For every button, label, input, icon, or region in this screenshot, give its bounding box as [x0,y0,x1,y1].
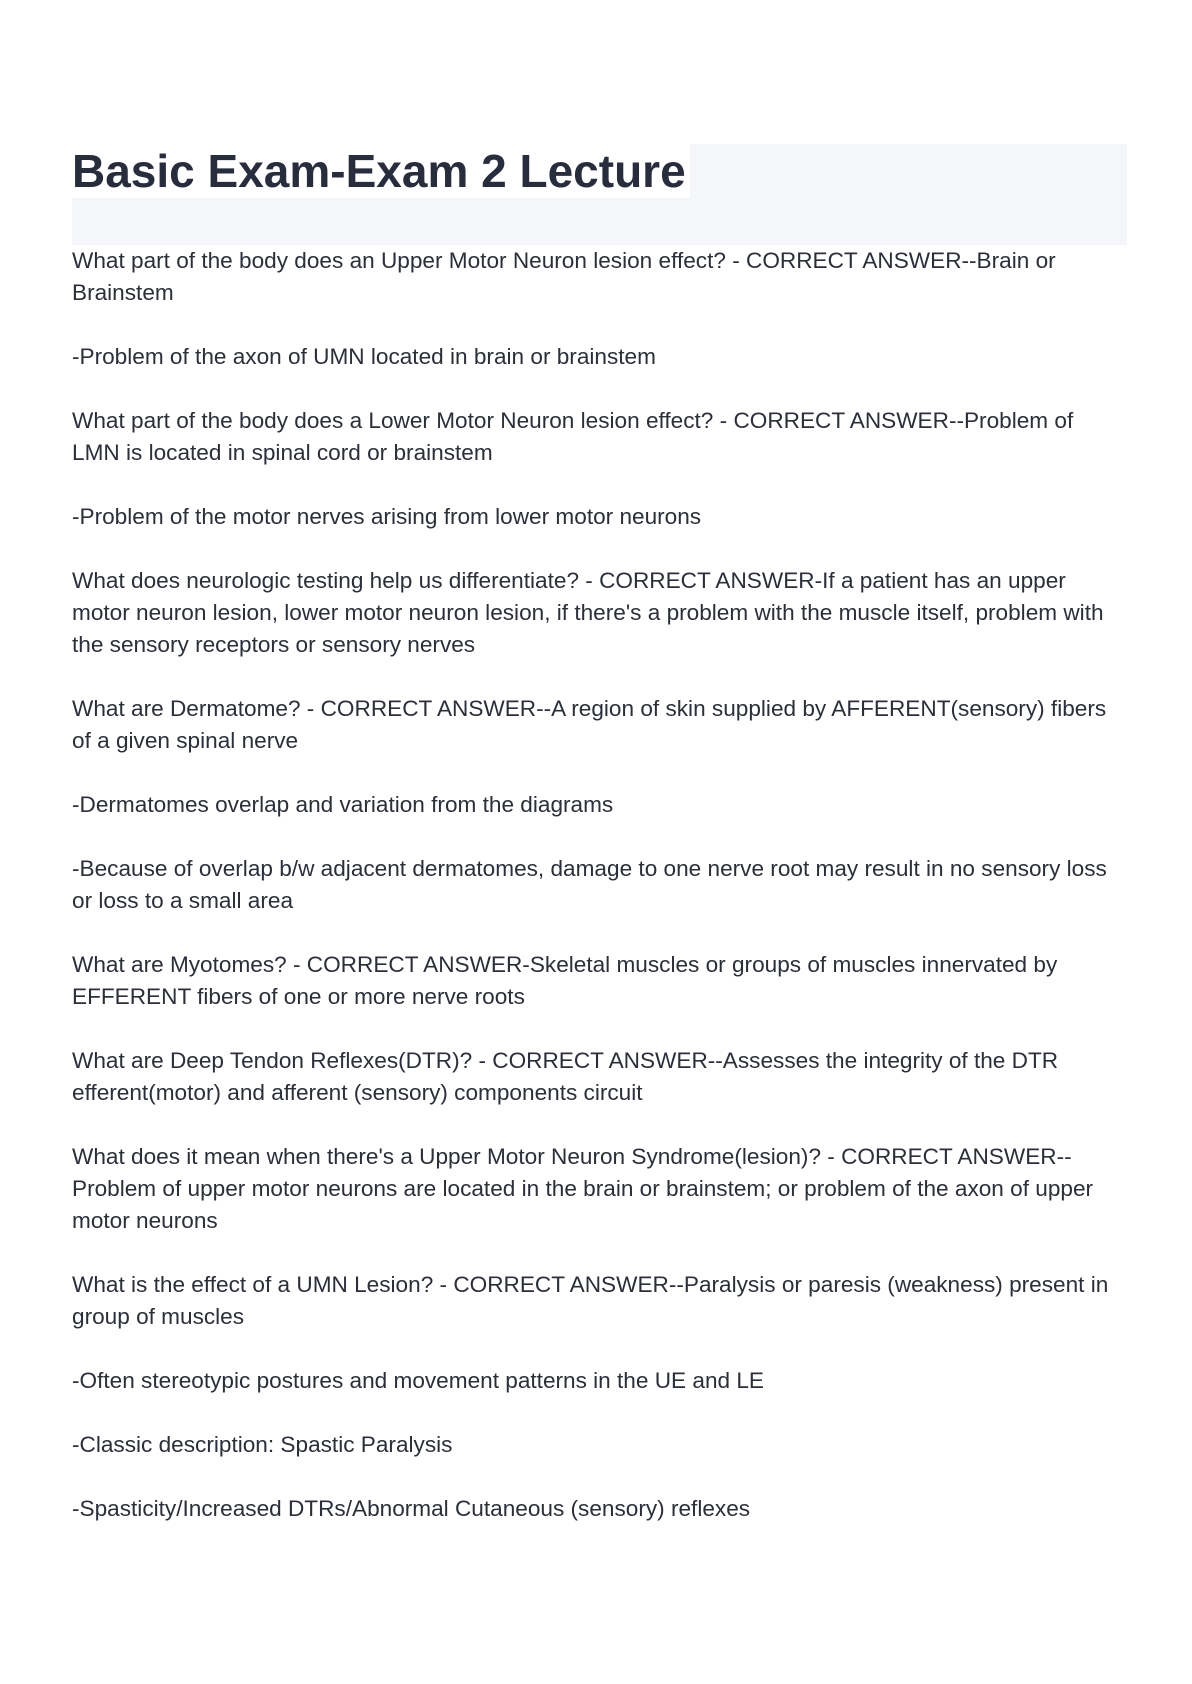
paragraph-spasticity-reflexes: -Spasticity/Increased DTRs/Abnormal Cutaneous (sensory) reflexes [72,1496,751,1521]
document-page [72,144,1127,1557]
document-title: Basic Exam-Exam 2 Lecture [72,145,686,197]
paragraph-dtr-question: What are Deep Tendon Reflexes(DTR)? - CORRECT ANSWER--Assesses the integrity of the DTR efferent(motor) and afferent (sensory) components circuit [72,1048,1059,1105]
paragraph-umn-question: What part of the body does an Upper Motor Neuron lesion effect? - CORRECT ANSWER--Brain or Brainstem [72,248,1056,305]
paragraph-spastic-paralysis: -Classic description: Spastic Paralysis [72,1432,453,1457]
paragraph-umn-axon: -Problem of the axon of UMN located in brain or brainstem [72,344,656,369]
paragraph-stereotypic-postures: -Often stereotypic postures and movement patterns in the UE and LE [72,1368,764,1393]
paragraph-lmn-question: What part of the body does a Lower Motor Neuron lesion effect? - CORRECT ANSWER--Problem of LMN is located in spinal cord or brainstem [72,408,1074,465]
paragraph-umn-effect-question: What is the effect of a UMN Lesion? - CORRECT ANSWER--Paralysis or paresis (weakness) present in group of muscles [72,1272,1109,1329]
document-body [72,245,1127,1525]
paragraph-lmn-motor-nerves: -Problem of the motor nerves arising from lower motor neurons [72,504,702,529]
paragraph-dermatome-damage: -Because of overlap b/w adjacent dermatomes, damage to one nerve root may result in no sensory loss or loss to a small area [72,856,1107,913]
paragraph-umn-syndrome-question: What does it mean when there's a Upper Motor Neuron Syndrome(lesion)? - CORRECT ANSWER--Problem of upper motor neurons are located in the brain or brainstem; or problem of the axon of upper motor neurons [72,1144,1094,1233]
paragraph-neurologic-testing: What does neurologic testing help us differentiate? - CORRECT ANSWER-If a patient has an upper motor neuron lesion, lower motor neuron lesion, if there's a problem with the muscle itself, problem with the sensory receptors or sensory nerves [72,568,1104,657]
title-band-shade-lower [72,198,1127,245]
title-band [72,144,1127,245]
paragraph-dermatome-question: What are Dermatome? - CORRECT ANSWER--A region of skin supplied by AFFERENT(sensory) fibers of a given spinal nerve [72,696,1107,753]
paragraph-myotome-question: What are Myotomes? - CORRECT ANSWER-Skeletal muscles or groups of muscles innervated by EFFERENT fibers of one or more nerve roots [72,952,1058,1009]
paragraph-dermatome-overlap: -Dermatomes overlap and variation from the diagrams [72,792,614,817]
